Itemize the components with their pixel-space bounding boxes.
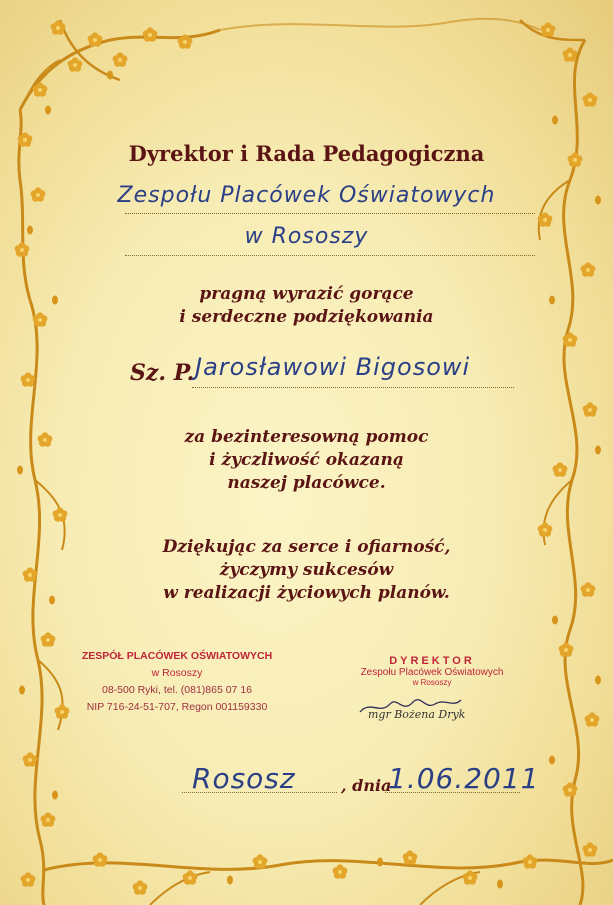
handwritten-school-line2: w Rososzy: [244, 224, 369, 249]
wish-line3: w realizacji życiowych planów.: [163, 583, 450, 603]
stamp-line4: NIP 716-24-51-707, Regon 001159330: [86, 701, 268, 713]
salutation: Sz. P.: [130, 360, 195, 386]
certificate-title: Dyrektor i Rada Pedagogiczna: [128, 141, 485, 166]
director-stamp-title: DYREKTOR: [389, 655, 475, 667]
handwritten-school-line1: Zespołu Placówek Oświatowych: [117, 183, 496, 208]
dotted-line: [125, 213, 535, 214]
director-stamp: [332, 655, 532, 687]
dotted-line: [192, 387, 514, 388]
stamp-line3: 08-500 Ryki, tel. (081)865 07 16: [101, 684, 252, 696]
wish-line2: życzymy sukcesów: [219, 560, 394, 580]
dotted-line: [125, 255, 535, 256]
intro-line2: i serdeczne podziękowania: [179, 307, 434, 327]
reason-line1: za bezinteresowną pomoc: [184, 427, 429, 447]
stamp-line1: ZESPÓŁ PLACÓWEK OŚWIATOWYCH: [81, 650, 273, 662]
wish-line1: Dziękując za serce i ofiarność,: [162, 537, 451, 557]
stamp-line2: w Rososzy: [151, 667, 203, 679]
handwritten-date: 1.06.2011: [388, 762, 540, 795]
date-label: , dnia: [341, 776, 392, 795]
handwritten-recipient-name: Jarosławowi Bigosowi: [195, 353, 471, 381]
reason-line3: naszej placówce.: [227, 473, 386, 493]
reason-line2: i życzliwość okazaną: [209, 450, 404, 470]
intro-line1: pragną wyrazić gorące: [199, 284, 414, 304]
director-stamp-line: Zespołu Placówek Oświatowych: [360, 667, 504, 678]
handwritten-place: Rososz: [192, 762, 296, 795]
director-name: mgr Bożena Dryk: [368, 708, 466, 721]
director-stamp-line2: w Rososzy: [412, 678, 452, 687]
school-stamp: [72, 648, 282, 716]
